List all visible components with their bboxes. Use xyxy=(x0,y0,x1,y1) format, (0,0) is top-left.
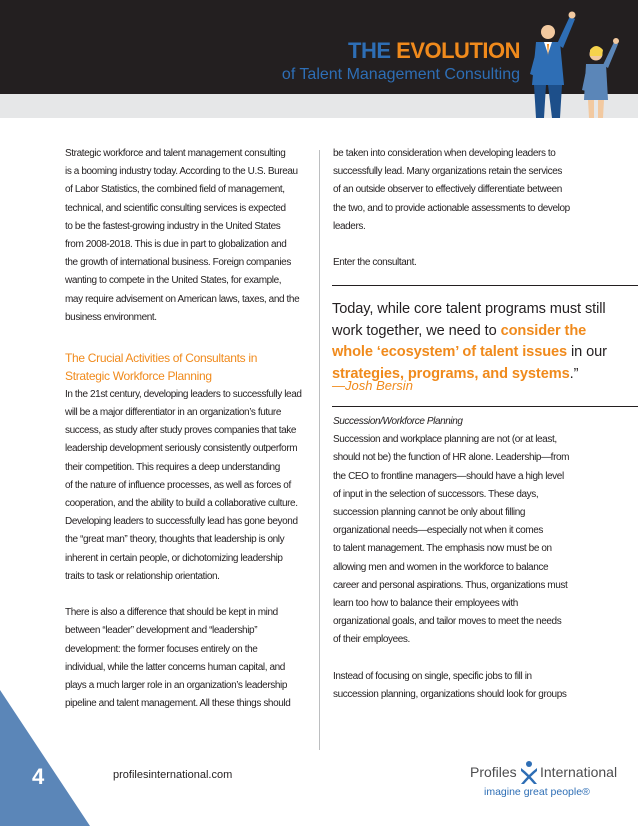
text-line: success, as study after study proves companies that take xyxy=(65,425,297,437)
quote-highlight1: consider the whole ‘ecosystem’ of talent issues xyxy=(332,322,587,360)
text-line: cooperation, and the ability to build a collaborative culture. xyxy=(65,498,298,510)
succession-subheading: Succession/Workforce Planning xyxy=(333,416,463,427)
right-column-bottom xyxy=(333,413,573,722)
text-line: will be a major differentiator in an organization’s future xyxy=(65,407,282,419)
text-line: organizational goals, and tailor moves to meet the needs xyxy=(333,616,562,628)
footer-url[interactable]: profilesinternational.com xyxy=(113,769,233,781)
quote-part3: .” xyxy=(569,365,579,382)
text-line: In the 21st century, developing leaders to successfully lead xyxy=(65,388,302,400)
text-line: of Labor Statistics, the combined field of management, xyxy=(65,184,285,196)
logo-word-international: International xyxy=(540,764,618,780)
text-line: the CEO to frontline managers—should have a high level xyxy=(333,470,564,482)
text-line: may require advisement on American laws, taxes, and the xyxy=(65,293,300,305)
text-line: allowing men and women in the workforce to balance xyxy=(333,561,549,573)
business-people-illustration xyxy=(510,10,628,118)
text-line: career and personal aspirations. Thus, organizations must xyxy=(333,579,568,591)
logo-word-profiles: Profiles xyxy=(470,764,517,780)
header-title xyxy=(348,40,520,62)
difference-paragraph xyxy=(65,604,305,713)
text-line: of the nature of influence processes, as well as forces of xyxy=(65,479,291,491)
text-line: the growth of international business. Foreign companies xyxy=(65,257,291,269)
text-line: from 2008-2018. This is due in part to globalization and xyxy=(65,239,287,251)
text-line: the “great man” theory, thoughts that leadership is only xyxy=(65,534,285,546)
text-line: plays a much larger role in an organization’s leadership xyxy=(65,680,287,692)
text-line: be taken into consideration when developing leaders to xyxy=(333,148,556,159)
corner-triangle xyxy=(0,690,90,826)
text-line: Developing leaders to successfully lead has gone beyond xyxy=(65,516,298,528)
text-line: successfully lead. Many organizations retain the services xyxy=(333,166,562,178)
text-line: is a booming industry today. According to the U.S. Bureau xyxy=(65,166,298,178)
text-line: of input in the selection of successors. These days, xyxy=(333,488,539,500)
enter-consultant-line: Enter the consultant. xyxy=(333,257,417,269)
quote-part1: Today, while core talent programs must still work together, we need to xyxy=(332,301,606,339)
text-line: business environment. xyxy=(65,311,157,323)
text-line: organizational needs—especially not when it comes xyxy=(333,525,543,537)
quote-author: —Josh Bersin xyxy=(332,378,413,393)
header-subtitle: of Talent Management Consulting xyxy=(281,66,520,83)
header-title-word1: THE xyxy=(348,38,391,63)
text-line: to talent management. The emphasis now must be on xyxy=(333,543,552,555)
woman-figure xyxy=(582,38,619,118)
text-line: of their employees. xyxy=(333,634,410,646)
text-line: leadership development seriously consistently outperform xyxy=(65,443,298,455)
text-line: learn too how to balance their employees with xyxy=(333,598,518,610)
man-figure xyxy=(530,12,576,119)
text-line: Instead of focusing on single, specific jobs to fill in xyxy=(333,670,532,682)
text-line: There is also a difference that should be kept in mind xyxy=(65,607,278,619)
text-line: technical, and scientific consulting services is expected xyxy=(65,202,286,214)
text-line: inherent in certain people, or dichotomizing leadership xyxy=(65,552,283,564)
column-divider xyxy=(319,150,320,750)
header-title-word2: EVOLUTION xyxy=(396,38,520,63)
intro-paragraph xyxy=(65,145,305,327)
continuation-paragraph xyxy=(333,145,573,236)
right-column-top xyxy=(333,145,573,272)
text-line: of an outside observer to effectively differentiate between xyxy=(333,184,562,196)
text-line: between “leader” development and “leadership” xyxy=(65,625,258,637)
text-line: succession planning, organizations should look for groups xyxy=(333,689,567,701)
leaders-paragraph xyxy=(65,386,305,586)
text-line: the two, and to provide actionable assessments to develop xyxy=(333,202,570,214)
heading-line: The Crucial Activities of Consultants in xyxy=(65,351,258,366)
page-header xyxy=(0,0,638,118)
page-number: 4 xyxy=(32,764,45,789)
left-column xyxy=(65,145,305,732)
text-line: Succession and workplace planning are not (or at least, xyxy=(333,434,557,446)
instead-paragraph xyxy=(333,668,573,704)
quote-part2: in our xyxy=(567,344,607,360)
quote-highlight2: strategies, programs, and systems xyxy=(332,365,570,382)
text-line: leaders. xyxy=(333,220,366,232)
logo-x-icon xyxy=(518,760,540,784)
text-line: pipeline and talent management. All these things should xyxy=(65,698,291,710)
text-line: individual, while the latter concerns human capital, and xyxy=(65,661,285,673)
text-line: wanting to compete in the United States, for example, xyxy=(65,275,282,287)
succession-paragraph xyxy=(333,431,573,649)
text-line: traits to task or relationship orientation. xyxy=(65,570,220,582)
quote-text xyxy=(332,299,622,385)
text-line: Strategic workforce and talent management consulting xyxy=(65,148,286,159)
pull-quote xyxy=(332,285,638,407)
heading-line: Strategic Workforce Planning xyxy=(65,369,212,384)
text-line: their competition. This requires a deep understanding xyxy=(65,461,280,473)
profiles-international-logo xyxy=(470,764,618,804)
text-line: succession planning cannot be only about filling xyxy=(333,507,526,519)
logo-tagline: imagine great people® xyxy=(484,786,590,798)
text-line: development: the former focuses entirely on the xyxy=(65,643,258,655)
section-heading xyxy=(65,349,305,386)
text-line: to be the fastest-growing industry in the United States xyxy=(65,220,281,232)
text-line: should not be) the function of HR alone. Leadership—from xyxy=(333,452,570,464)
